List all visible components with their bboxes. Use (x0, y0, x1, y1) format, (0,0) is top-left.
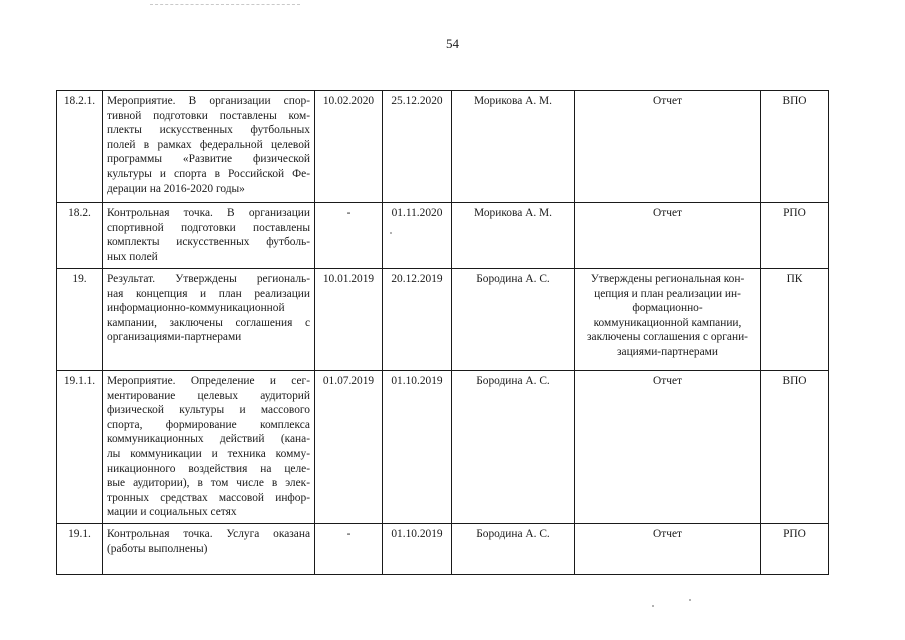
row-number-cell: 18.2.1. (57, 91, 103, 203)
page-number: 54 (446, 36, 459, 51)
start-date-cell: - (315, 203, 383, 269)
end-date-cell: 20.12.2019 (383, 269, 452, 371)
description-cell (103, 524, 315, 575)
document-cell (575, 203, 761, 269)
row-number-cell: 18.2. (57, 203, 103, 269)
document-line: зациями-партнерами (617, 345, 718, 358)
description-cell (103, 91, 315, 203)
level-cell: РПО (761, 524, 829, 575)
description-line: мации и социальных сетях (107, 506, 237, 519)
level-cell: РПО (761, 203, 829, 269)
end-date-cell: 01.10.2019 (383, 524, 452, 575)
document-line: Отчет (653, 375, 682, 387)
plan-table (56, 90, 829, 575)
start-date-cell: 10.02.2020 (315, 91, 383, 203)
scan-speck (652, 605, 654, 607)
description-line: организациями-партнерами (107, 331, 242, 344)
scan-artifact-mark (150, 0, 300, 5)
description-line: Контрольная точка. В организации (107, 207, 310, 219)
description-line: ных полей (107, 250, 158, 263)
row-number-cell: 19.1. (57, 524, 103, 575)
table-row (57, 203, 829, 269)
description-line: тронных средствах массовой инфор- (107, 491, 310, 504)
description-line: плекты искусственных футбольных (107, 124, 310, 137)
level-cell: ПК (761, 269, 829, 371)
document-line: формационно- (632, 302, 703, 315)
level-cell: ВПО (761, 91, 829, 203)
description-line: полей в рамках федеральной целевой (107, 138, 310, 151)
description-line: никационного воздействия на целе- (107, 462, 310, 475)
document-cell (575, 524, 761, 575)
plan-table-body (57, 91, 829, 575)
document-line: заключены соглашения с органи- (587, 331, 748, 344)
table-row (57, 91, 829, 203)
start-date-cell: - (315, 524, 383, 575)
document-line: коммуникационной кампании, (593, 316, 742, 329)
document-cell (575, 371, 761, 524)
table-row (57, 269, 829, 371)
description-line: Контрольная точка. Услуга оказана (107, 528, 310, 540)
description-cell (103, 203, 315, 269)
responsible-cell: Бородина А. С. (452, 524, 575, 575)
responsible-cell: Морикова А. М. (452, 203, 575, 269)
description-line: Мероприятие. В организации спор- (107, 95, 310, 107)
description-line: тивной подготовки поставлены ком- (107, 109, 310, 122)
description-line: спорта, формирование комплекса (107, 418, 310, 431)
description-line: вые аудитории), в том числе в элек- (107, 477, 310, 490)
start-date-cell: 01.07.2019 (315, 371, 383, 524)
start-date-cell: 10.01.2019 (315, 269, 383, 371)
description-cell (103, 371, 315, 524)
description-line: комплекты искусственных футболь- (107, 236, 310, 249)
table-row (57, 371, 829, 524)
description-cell (103, 269, 315, 371)
description-line: Результат. Утверждены региональ- (107, 273, 310, 285)
description-line: ментирование целевых аудиторий (107, 389, 310, 402)
document-cell (575, 269, 761, 371)
level-cell: ВПО (761, 371, 829, 524)
description-line: лы коммуникации и техника комму- (107, 447, 310, 460)
end-date-cell: 25.12.2020 (383, 91, 452, 203)
document-line: цепция и план реализации ин- (594, 287, 741, 300)
end-date-cell: 01.10.2019 (383, 371, 452, 524)
responsible-cell: Бородина А. С. (452, 269, 575, 371)
description-line: Мероприятие. Определение и сег- (107, 375, 310, 387)
description-line: информационно-коммуникационной (107, 302, 285, 315)
responsible-cell: Морикова А. М. (452, 91, 575, 203)
document-line: Отчет (653, 207, 682, 219)
description-line: коммуникационных действий (кана- (107, 433, 310, 446)
document-line: Отчет (653, 95, 682, 107)
description-line: дерации на 2016-2020 годы» (107, 182, 245, 195)
description-line: (работы выполнены) (107, 542, 208, 555)
description-line: культуры и спорта в Российской Фе- (107, 167, 310, 180)
responsible-cell: Бородина А. С. (452, 371, 575, 524)
description-line: физической культуры и массового (107, 404, 310, 417)
document-cell (575, 91, 761, 203)
document-line: Утверждены региональная кон- (590, 273, 745, 285)
scan-speck (390, 232, 392, 234)
row-number-cell: 19. (57, 269, 103, 371)
description-line: спортивной подготовки поставлены (107, 221, 310, 234)
row-number-cell: 19.1.1. (57, 371, 103, 524)
end-date-cell: 01.11.2020 (383, 203, 452, 269)
description-line: ная концепция и план реализации (107, 287, 310, 300)
description-line: кампании, заключены соглашения с (107, 316, 310, 329)
description-line: программы «Развитие физической (107, 153, 310, 166)
document-line: Отчет (653, 528, 682, 540)
table-row (57, 524, 829, 575)
scan-speck (689, 599, 691, 601)
